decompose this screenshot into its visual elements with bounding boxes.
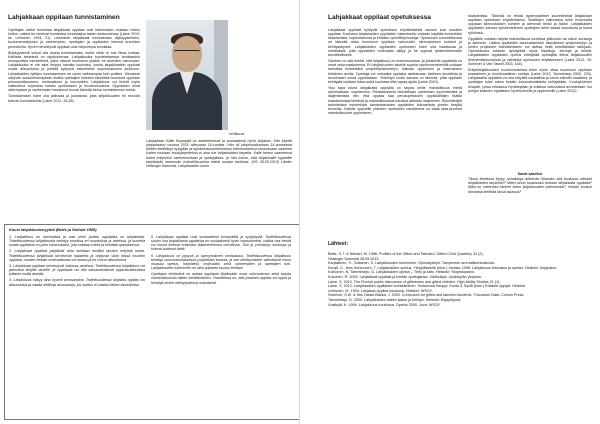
reference-item: Uusikylä, K. 1994. Lahjakkuus kouluissa. Opetus 2000. Juva: WSOY. <box>328 302 441 307</box>
reference-item: Laine, S. 2010. The Finnish public discussion of giftedness and gifted children. High Ability Studies 21 (1). <box>328 279 501 284</box>
reference-item: Kenyll, C., teos Kuhmonen, T. Lahjakkaiden opetus. Ylioppilaslehti (toim.) Vantaa: 1998. Lahjakkuus Kasvatus ja opetus. Helsinki: Kirjapaino. <box>328 265 558 270</box>
left-main-text <box>8 28 140 220</box>
paragraph: Gardner on sitä mieltä, että lahjakkuus on monimuotoista, ja jokaisella oppilaalla on omat vahvuusalueensa. Eri lahjakkuuden alueille sopivia opetusmenetelmiä voidaan toteuttaa esimerkiksi projektityöskentelyn, tutkivan oppimisen ja valinnaisten tehtävien avulla. Opettaja voi rohkaista oppilaita asettamaan itselleen tavoitteita ja arvioimaan omaa oppimistaan. Yhteistyö kodin kanssa on tärkeää, jotta oppilaan kehitystä voidaan tukea sekä koulussa että vapaa-ajalla (Laine 2010). <box>328 59 462 84</box>
paragraph: Älykkyystestit voivat olla osana tunnistamista, mutta niihin ei tule liikaa luottaa. Kaikissa testeissä on rajoituksensa. Lahjakkuutta tunnistettaessa tarvitaankin monipuolisia menetelmiä, jotka ottavat huomioon yksilön eri alueiden vahvuudet. Lahjakkuutta ei ole aina helppo havaita koulussa, koska lahjakkaatkin oppilaat voivat alisuoriutua ja peittää kykynsä esimerkiksi sopeutuakseen joukkoon. Lahjakkaiden tyttöjen tunnistaminen on usein vaikeampaa kuin poikien. Ulkoisesti näkyvän koulumenestyksen lisäksi opettajien tuleekin kiinnittää huomiota oppilaan persoonallisuuteen, motivaatioon ja luovuuteen. Lahjakkuus voi ilmetä myös vaikeutena sopeutua luokan opetukseen ja levottomuutena. Oppilaiden omat näkemykset ja vanhempien havainnot tuovat tärkeää tietoa tunnistamisen tueksi. <box>8 50 140 93</box>
reference-item: Betts, G.T. & Neihart, M. 1988. Profiles of the Gifted and Talented. Gifted Child Quarterly 32 (2). <box>328 252 484 256</box>
reference-item: Karjalainen, S., Sukanen, S. Lahjakkuuden tukeminen. Opinnäytetyö. Tampereen ammattikorkeakoulu. <box>328 261 496 266</box>
reference-item: Schiever, S.W. & Van Tassel-Baska, J. 2003. Curriculum for gifted and talented students. Thousand Oaks: Corwin Press. <box>328 293 525 298</box>
myth-item: 4. Lahjakkuus näkyy aina hyvinä arvosanoina. Todellisuudessa lahjakas oppilas voi alisuoriutua ja saada heikkoja arvosanoja, jos opetus ei vastaa hänen tarpeisiinsa. <box>9 278 145 287</box>
reference-item: Lehtonen, M. 1994. Lahjakas oppilas koulussa. Helsinki: WSOY. <box>328 288 433 293</box>
myth-item: 1. Lahjakkuus on harvinaista ja vain pieni joukko oppilaista on lahjakkaita. Todellisuudessa lahjakkuutta esiintyy monissa eri muodoissa ja asteissa, ja suurella osalla oppilaista on jokin vahvuusalue, jota voidaan tukea ja kehittää opetuksessa. <box>9 235 145 248</box>
right-column-2 <box>468 14 592 166</box>
question-box <box>468 170 592 228</box>
myth-item: 6. Lahjakkuus on pysyvä ja synnynnäinen ominaisuus. Todellisuudessa lahjakkuus kehittyy vuorovaikutuksessa ympäristön kanssa, ja sen kehittymiseen vaikuttavat muun muassa opetus, harjoittelu, motivaatio sekä vanhempien ja opettajien tuki. Lahjakkuuden tukeminen on siksi jokaisen koulun tehtävä. <box>151 253 291 271</box>
box-title: Kuusi lahjakkuusmyyttiä (Betts ja Neihart 1988) <box>9 227 97 232</box>
myths-box <box>4 224 300 420</box>
paragraph: Opettajien taidot tunnistaa lahjakkaat oppilaat ovat tutkimusten mukaan melko heikot, vaikka he toimivat luontevina tunnistajina lasten keskuudessa (Laine 2010; ks. Lehtonen 1994, 21). Useimmin lahjakkaat tunnistetaan älykkyystestien, koulumenestyksen ja vanhempien, opettajien ja oppilaiden itsensä arvioiden perusteella. Hyvin menestyvät oppilaat ovat helpoimpia tunnistaa. <box>8 28 140 49</box>
reference-item: Kosonen, R. 2005. Lahjakkaat oppilaat ja heidän opettajansa. Väitöskirja. Jyväskylän yliopisto. <box>328 274 482 279</box>
left-page-title: Lahjakkaan oppilaan tunnistaminen <box>8 14 120 21</box>
myth-item: 5. Lahjakkaat oppilaat ovat sosiaalisesti kömpelöitä ja syrjäytyviä. Todellisuudessa suurin osa lahjakkaista oppilaista on sosiaalisesti hyvin sopeutuneita, vaikka osa heistä voi kokea itsensä erilaisiksi ikätovereihinsa verrattuna. Tuki ja ymmärrys koulussa ja kotona auttavat heitä. <box>151 235 291 252</box>
paragraph: Oppilaille voidaan tarjota mahdollisuus suorittaa yläkoulun tai lukion kursseja jo aiemmin. Lisäksi oppilaiden kannustaminen itsenäiseen työskentelyyn ja omien projektien toteuttamiseen voi auttaa heitä kehittämään taitojaan. Opetuksessa voidaan hyödyntää myös kilpailuja, kerhoja ja leirejä. Lahjakkaiden oppilaiden opetus edellyttää opettajilta tietoa lahjakkuuden ilmenemismuodoista ja valmiutta opetuksen eriyttämiseen (Laine 2012, 30; Schiever & Van Tassel 2003, 164). <box>468 36 592 66</box>
question-body: Tässä lehdessä löytyy pohdintoja aiheesta Ollaanko sitä koulussa oikeasti lahjakkaiden tarpeisiin? Miten sinun koulussasi tuetaan lahjakkaita oppilaita? Mikä on mielestäsi tärkein keino lahjakkuuden tukemiseksi? Voisiko koulusi toimintaa kehittää tässä asiassa? <box>468 177 592 194</box>
reference-item: Tammiharju, D. 2000. Lahjakkaiden lasten kasvu ja kehitys. Helsinki: Kirjayhtymä. <box>328 297 462 302</box>
myth-item: Opettajan tehtävänä on auttaa oppilasta löytämään omat vahvuutensa sekä tarjota mahdollisuuksia niiden kehittämiseen. Tavoitteena on, että jokainen oppilas voi oppia ja kehittyä omien edellytystensä mukaisesti. <box>151 272 291 285</box>
paragraph: Yksi tapa tukea lahjakkaita oppilaita on tarjota heille mahdollisuus edetä opinnoissaan nopeammin. Rikastamisella tarkoitetaan opetuksen syventämistä ja laajentamista niin, että oppilas saa perusopetuksen oppisisältöjen lisäksi haastavampia tehtäviä ja mahdollisuuksia tutustua aiheisiin laajemmin. Ryhmittelyllä tarkoitetaan esimerkiksi samantasoisten oppilaiden kokoamista yhteen tietyillä tunneilla. Kaikille oppilaille yhteisen opetuksen tavoitteena on taata tasa-arvoiset mahdollisuudet oppimiseen. <box>328 86 462 115</box>
reference-item: Helsingin Sanomat 28.05.2013. <box>328 256 380 261</box>
myth-item: 2. Lahjakkaat oppilaat pärjäävät aina omillaan eivätkä tarvitse erityistä tukea. Todellisuudessa lahjakkaat tarvitsevat haasteita ja ohjausta siinä missä muutkin oppilaat, muuten heidän motivaationsa voi laskea ja he voivat alisuoriutua. <box>9 249 145 262</box>
photo-caption: Lahjakkaan Kalle Kujanpää on akateemisesti ja sosiaalisesti hyvin lahjakas. Hän kirjoitti ylioppilaaksi vuonna 2010 ollessaan 16-vuotias. Hän oli yliopistoaikanaan 14-vuotiaasta lähtien kehittänyt kykyjään ja opiskelusuunnitelmansa toteutumisessa kouluissaan saaneen Kallen mukaan koulujärjestelmä ei aina tue lahjakkaiden tarpeita. Kalle kertoo saaneensa tukea erityisesti vanhemmiltaan ja opettajiltaan, ja hän toivoo, että lahjakkaille oppilaille tarjottaisiin enemmän mahdollisuuksia edetä omaan tahtiinsa. (HS 28.05.2013) Lähde: Helsingin Sanomat, Lahjakkaiden koulu. <box>146 139 292 168</box>
right-page <box>300 0 600 424</box>
right-page-title: Lahjakkaat oppilaat opetuksessa <box>328 14 431 21</box>
references-title: Lähteet: <box>328 241 349 247</box>
photo-label: Lehtikuva <box>228 132 244 136</box>
paragraph: Lahjakkaat oppilaat hyötyvät opetuksen eriyttämisestä samoin kuin muutkin oppilaat. Koulussa lahjakkaiden oppilaiden tukemiseksi voidaan käyttää esimerkiksi rikastamista, nopeuttamista ja erilaisia ryhmittelymuotoja. Opetuksen suunnittelussa on tärkeää ottaa huomioon oppilaan vahvuudet, kiinnostuksen kohteet ja kehitystarpeet. Lahjakkaiden oppilaiden opetuksen tulee olla haastavaa ja mielekästä, jotta oppilaiden motivaatio säilyy ja he oppivat työskentelemään tavoitteellisesti. <box>328 28 462 57</box>
paragraph: Erityislahjakkuuden huomioimisessa tulee myös ottaa huomioon oppilaan sosiaalinen ja emotionaalinen kehitys (Laine 2012; Tammiharju 2000, 233). Lahjakkailla oppilailla voi olla erityisiä sosiaalisia ja tunne-elämän haasteita, ja opettajan tulee tukea heidän kokonaisvaltaista kehitystään. Kouluyhteisön ilmapiiri, jossa erilaisuus hyväksytään ja erilaisia vahvuuksia arvostetaan, luo pohjan kaikkien oppilaiden hyvinvoinnille ja oppimiselle (Laine 2012). <box>468 67 592 93</box>
reference-item: Laine, S. 2012. Lahjakkaiden oppilaiden kohtaaminen. Teoksessa Kauppi, Kontu & Sipilä (toim.) Erilaiset oppijat. Helsinki. <box>328 284 527 289</box>
right-column-1 <box>328 28 462 228</box>
paragraph: rikastamista. Tärkeää on tehdä systemaattiset suunnitelmat lahjakkaan oppilaan opetuksen eriyttämiseksi. Sisältöjen valinnassa tulee huomioida oppilaan kiinnostuksen kohteet ja aiemmat tiedot ja taidot. Lahjakkaiden oppilaiden kanssa työskentelevien opettajien tulee saada koulutusta ja tukea työhönsä. <box>468 14 592 35</box>
myth-item: 3. Lahjakkaat oppilaat menestyvät kaikissa aineissa. Todellisuudessa lahjakkuus voi painottua tietyille alueille, ja oppilaalla voi olla samanaikaisesti oppimisvaikeuksia joillakin muilla alueilla. <box>9 263 145 277</box>
box-column-1 <box>9 235 145 417</box>
paragraph: Tunnistamisen tulee olla jatkuvaa ja joustavaa, jotta lahjakkuuden eri muodot tulevat huomioiduiksi (Laine 2012, 25-26). <box>8 94 140 103</box>
references-list <box>328 252 592 307</box>
portrait-photo <box>146 20 228 130</box>
box-column-2 <box>151 235 291 417</box>
question-title: Sanat sakeiksi <box>517 172 543 176</box>
reference-item: Kolhonen, N. Tammiharju, D. Lahjakkaiden opetus – Tieto ja taito. Helsinki: Yliopistopaino. <box>328 270 475 275</box>
